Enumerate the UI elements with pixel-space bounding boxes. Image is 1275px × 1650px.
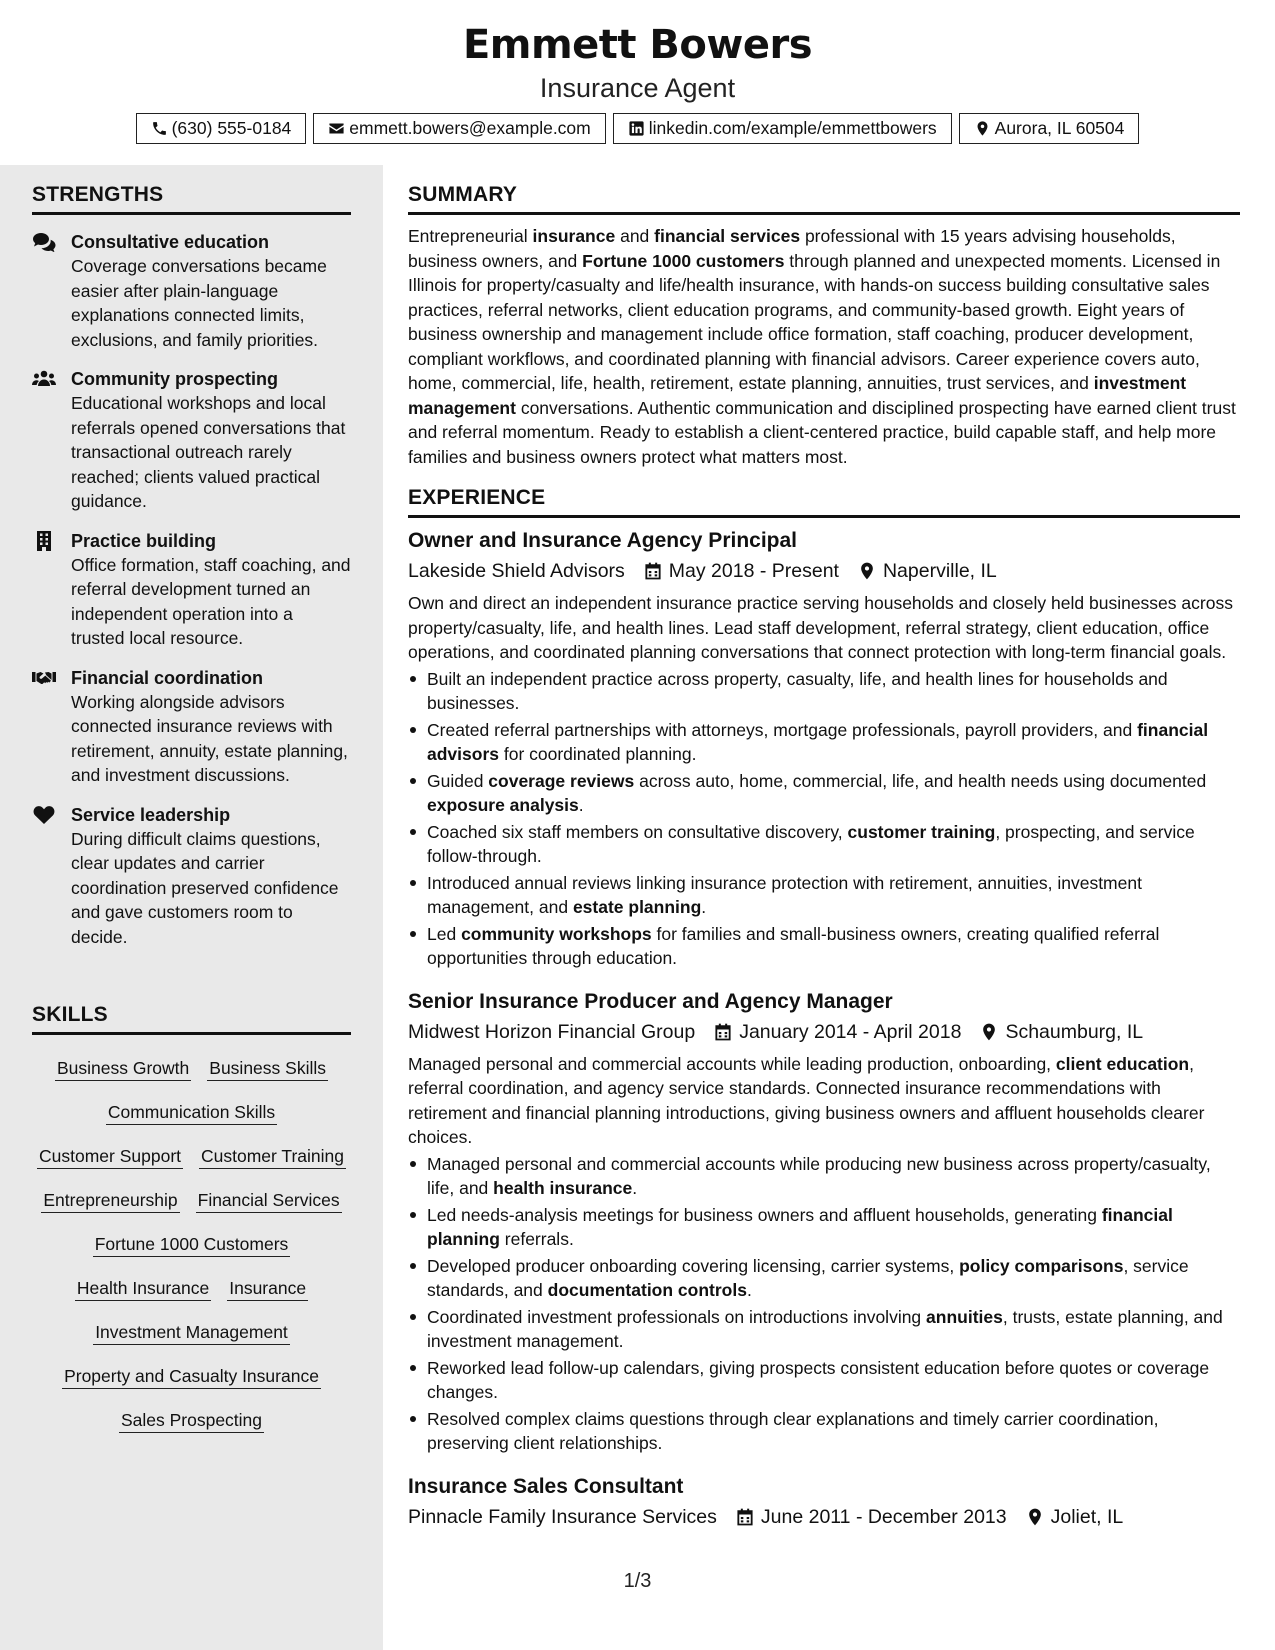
job-meta — [408, 1017, 1240, 1047]
envelope-icon — [328, 120, 345, 137]
contact-email-text: emmett.bowers@example.com — [349, 118, 591, 138]
job-dates: June 2011 - December 2013 — [760, 1505, 1007, 1528]
job-bullets — [408, 1152, 1240, 1456]
job-bullet: Coached six staff members on consultative discovery, customer training, prospecting, and service follow-through. — [408, 820, 1240, 869]
job-entry — [408, 526, 1240, 971]
skill-tag: Insurance — [227, 1276, 308, 1301]
job-bullet: Coordinated investment professionals on introductions involving annuities, trusts, estate planning, and investment management. — [408, 1305, 1240, 1354]
bold-keyword: insurance — [532, 226, 616, 246]
job-bullet: Guided coverage reviews across auto, home, commercial, life, and health needs using documented exposure analysis. — [408, 769, 1240, 818]
summary-section — [408, 183, 1240, 469]
strength-desc: Office formation, staff coaching, and referral development turned an independent operation into a trusted local resource. — [71, 554, 351, 648]
handshake-icon — [32, 668, 56, 688]
job-company: Lakeside Shield Advisors — [408, 560, 625, 582]
comments-icon — [32, 232, 56, 252]
job-entry — [408, 1472, 1240, 1532]
skill-tag: Communication Skills — [106, 1100, 277, 1125]
bold-keyword: financial services — [654, 226, 801, 246]
job-description: Managed personal and commercial accounts while leading production, onboarding, client education, referral coordination, and agency service standards. Connected insurance recommendations with retirement and financial planning introductions, giving business owners and affluent households clearer choices. — [408, 1053, 1205, 1147]
strength-desc: Educational workshops and local referrals opened conversations that transactional outreach rarely reached; clients valued practical guidance. — [71, 393, 346, 511]
map-pin-icon — [857, 561, 877, 581]
job-title: Senior Insurance Producer and Agency Manager — [408, 989, 893, 1013]
heart-icon — [32, 805, 56, 825]
phone-icon — [151, 120, 168, 137]
calendar-icon — [713, 1022, 733, 1042]
skill-tag: Investment Management — [93, 1320, 290, 1345]
contact-linkedin-text: linkedin.com/example/emmettbowers — [648, 118, 937, 138]
linkedin-icon — [628, 120, 645, 137]
contact-phone-text: (630) 555-0184 — [171, 118, 292, 138]
strength-title: Practice building — [71, 530, 217, 551]
calendar-icon — [643, 561, 663, 581]
strength-item — [32, 803, 351, 950]
bold-keyword: community workshops — [461, 923, 652, 944]
skill-tag: Health Insurance — [75, 1276, 211, 1301]
strengths-title: STRENGTHS — [32, 183, 351, 215]
bold-keyword: exposure analysis — [427, 795, 579, 815]
contact-email[interactable] — [313, 113, 605, 144]
job-location: Joliet, IL — [1050, 1505, 1124, 1528]
skill-tag: Entrepreneurship — [41, 1188, 179, 1213]
contact-linkedin[interactable] — [613, 113, 952, 144]
bold-keyword: customer training — [847, 821, 996, 842]
skill-tag: Financial Services — [196, 1188, 342, 1213]
job-bullet: Built an independent practice across property, casualty, life, and health lines for households and businesses. — [408, 667, 1240, 716]
experience-section — [408, 486, 1240, 1532]
skill-tag: Fortune 1000 Customers — [93, 1232, 291, 1257]
skill-tag: Sales Prospecting — [119, 1408, 264, 1433]
strength-item — [32, 367, 351, 514]
candidate-name: Emmett Bowers — [462, 22, 813, 68]
job-location: Schaumburg, IL — [1005, 1020, 1144, 1043]
job-company: Pinnacle Family Insurance Services — [408, 1505, 717, 1528]
sidebar — [0, 165, 383, 1650]
bold-keyword: health insurance — [493, 1178, 633, 1198]
contact-location-text: Aurora, IL 60504 — [994, 118, 1125, 138]
job-bullet: Resolved complex claims questions through clear explanations and timely carrier coordination, preserving client relationships. — [408, 1407, 1240, 1456]
strength-title: Consultative education — [71, 232, 270, 252]
skill-tag: Customer Training — [199, 1144, 346, 1169]
job-meta — [408, 556, 1240, 586]
contact-row — [0, 113, 1275, 144]
strengths-section — [32, 183, 351, 949]
map-pin-icon — [974, 120, 991, 137]
job-bullet: Introduced annual reviews linking insurance protection with retirement, annuities, investment management, and estate planning. — [408, 871, 1240, 920]
contact-location[interactable] — [959, 113, 1140, 144]
bold-keyword: documentation controls — [547, 1280, 747, 1300]
candidate-headline: Insurance Agent — [539, 73, 736, 103]
job-title: Insurance Sales Consultant — [408, 1474, 684, 1498]
people-group-icon — [32, 369, 56, 389]
job-location: Naperville, IL — [882, 560, 997, 582]
job-company: Midwest Horizon Financial Group — [408, 1020, 696, 1043]
job-dates: January 2014 - April 2018 — [739, 1020, 962, 1043]
bold-keyword: Fortune 1000 customers — [582, 250, 785, 271]
strength-desc: Coverage conversations became easier after plain-language explanations connected limits, exclusions, and family priorities. — [71, 256, 327, 350]
skills-list — [32, 1035, 351, 1433]
map-pin-icon — [1025, 1507, 1045, 1527]
skill-tag: Customer Support — [37, 1144, 183, 1169]
skills-section — [32, 1003, 351, 1433]
bold-keyword: annuities — [926, 1306, 1003, 1327]
resume-header — [0, 0, 1275, 165]
bold-keyword: financial advisors — [427, 719, 1209, 764]
job-meta — [408, 1502, 1240, 1532]
job-description: Own and direct an independent insurance practice serving households and closely held businesses across property/casualty, life, and health lines. Lead staff development, referral strategy, client education, office operations, and coordinated planning conversations that connect protection with long-term financial goals. — [408, 593, 1233, 662]
bold-keyword: financial planning — [427, 1204, 1173, 1249]
skill-tag: Property and Casualty Insurance — [62, 1364, 321, 1389]
strength-desc: Working alongside advisors connected insurance reviews with retirement, annuity, estate planning, and investment discussions. — [71, 691, 348, 785]
page-number: 1/3 — [623, 1570, 652, 1592]
job-entry — [408, 987, 1240, 1456]
strength-item — [32, 666, 351, 788]
job-bullet: Managed personal and commercial accounts while producing new business across property/casualty, life, and health insurance. — [408, 1152, 1240, 1201]
job-bullet: Developed producer onboarding covering licensing, carrier systems, policy comparisons, service standards, and documentation controls. — [408, 1254, 1240, 1303]
job-bullet: Reworked lead follow-up calendars, giving prospects consistent education before quotes or coverage changes. — [408, 1356, 1240, 1405]
summary-title: SUMMARY — [408, 183, 1240, 215]
bold-keyword: policy comparisons — [959, 1255, 1124, 1276]
strength-item — [32, 230, 351, 352]
strength-item — [32, 529, 351, 651]
job-bullet: Led community workshops for families and small-business owners, creating qualified referral opportunities through education. — [408, 922, 1240, 971]
job-bullets — [408, 667, 1240, 971]
strength-title: Financial coordination — [71, 667, 264, 688]
skills-title: SKILLS — [32, 1003, 351, 1035]
calendar-icon — [735, 1507, 755, 1527]
bold-keyword: estate planning — [572, 897, 702, 917]
bold-keyword: investment management — [408, 373, 1187, 418]
building-icon — [32, 531, 56, 551]
job-bullet: Led needs-analysis meetings for business owners and affluent households, generating financial planning referrals. — [408, 1203, 1240, 1252]
job-bullet: Created referral partnerships with attorneys, mortgage professionals, payroll providers, and financial advisors for coordinated planning. — [408, 718, 1240, 767]
skill-tag: Business Skills — [207, 1056, 328, 1081]
bold-keyword: client education — [1055, 1053, 1190, 1074]
contact-phone[interactable] — [136, 113, 307, 144]
strength-title: Service leadership — [71, 804, 231, 825]
skill-tag: Business Growth — [55, 1056, 191, 1081]
main-content — [408, 165, 1240, 1532]
job-dates: May 2018 - Present — [668, 560, 839, 582]
strength-title: Community prospecting — [71, 369, 279, 389]
experience-title: EXPERIENCE — [408, 486, 1240, 518]
job-title: Owner and Insurance Agency Principal — [408, 529, 798, 552]
summary-text: Entrepreneurial insurance and financial services professional with 15 years advising households, business owners, and Fortune 1000 customers through planned and unexpected moments. Licensed in Illinois for property/casualty and life/health insurance, with hands-on success building consultative sales practices, referral networks, client education programs, and community-based growth. Eight years of business ownership and management include office formation, staff coaching, producer development, compliant workflows, and coordinated planning with financial advisors. Career experience covers auto, home, commercial, life, health, retirement, estate planning, annuities, trust services, and investment management conversations. Authentic communication and disciplined prospecting have earned client trust and referral momentum. Ready to establish a client-centered practice, build capable staff, and help more families and business owners protect what matters most. — [408, 226, 1236, 467]
map-pin-icon — [979, 1022, 999, 1042]
bold-keyword: coverage reviews — [488, 770, 635, 791]
strength-desc: During difficult claims questions, clear updates and carrier coordination preserved confidence and gave customers room to decide. — [71, 828, 339, 947]
